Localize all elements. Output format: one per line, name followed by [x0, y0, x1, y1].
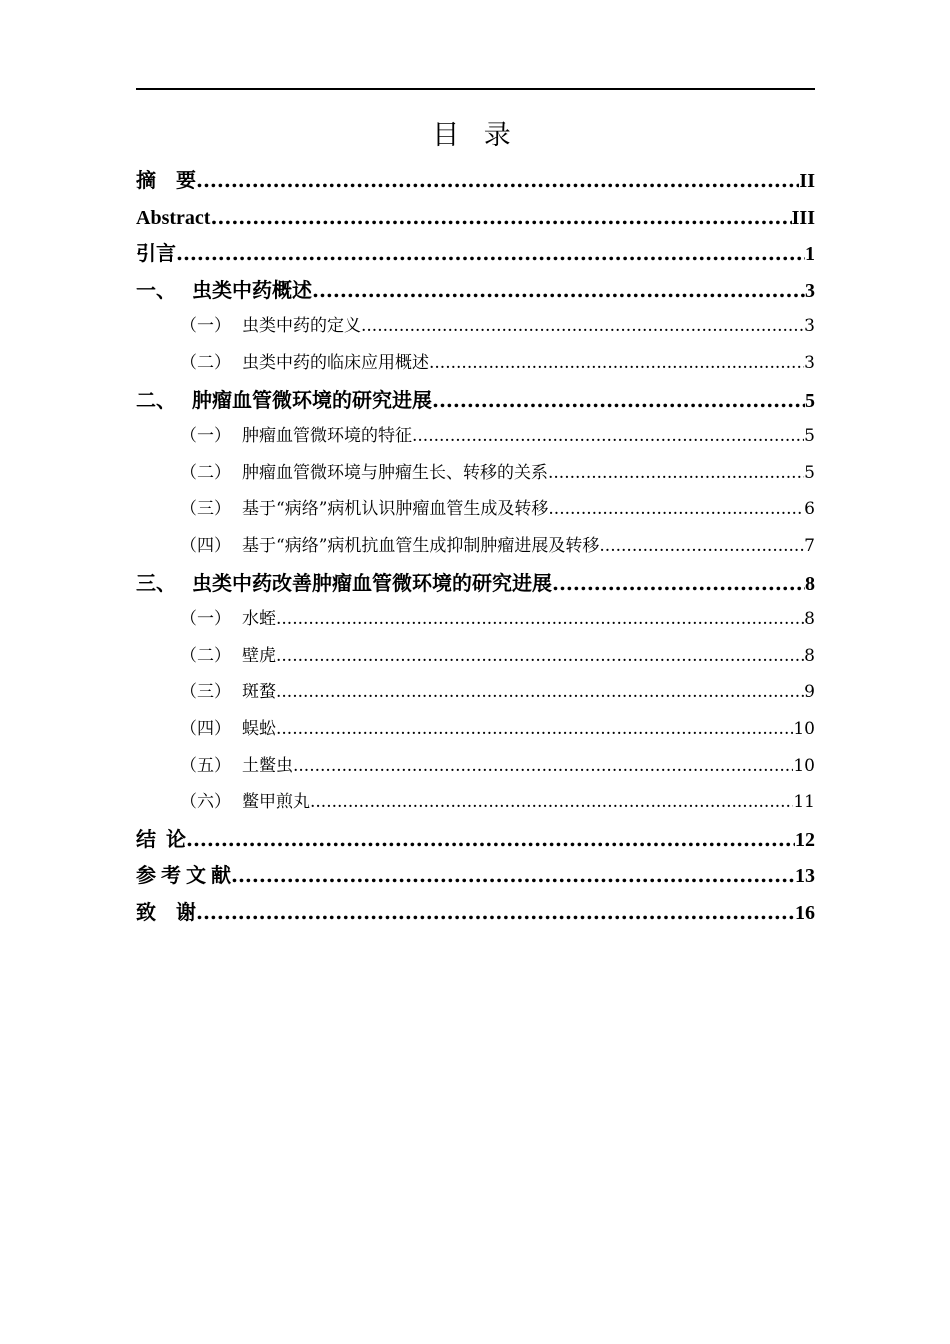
toc-leader-dots — [276, 601, 804, 638]
toc-entry-page: 10 — [793, 755, 815, 776]
toc-leader-dots — [361, 308, 804, 345]
toc-entry-page: 3 — [804, 352, 815, 373]
toc-leader-dots — [599, 528, 804, 565]
toc-entry-page: 5 — [805, 389, 815, 412]
toc-entry-page: 12 — [795, 828, 815, 851]
header-rule — [136, 88, 815, 90]
toc-entry-number: （四） — [180, 535, 231, 556]
toc-entry-page: 3 — [804, 316, 815, 337]
toc-entry[interactable] — [136, 162, 815, 199]
toc-entry[interactable] — [136, 565, 815, 602]
toc-entry-title: Abstract — [136, 206, 211, 229]
toc-leader-dots — [196, 894, 795, 931]
toc-leader-dots — [429, 345, 804, 382]
toc-leader-dots — [293, 748, 793, 785]
toc-entry-number: （四） — [180, 718, 231, 739]
toc-entry-page: 7 — [804, 535, 815, 556]
table-of-contents — [136, 162, 815, 930]
toc-entry[interactable] — [136, 638, 815, 675]
toc-entry-title: 虫类中药的定义 — [242, 316, 361, 337]
toc-entry-title: 水蛭 — [242, 609, 276, 630]
toc-entry-number: （五） — [180, 755, 231, 776]
toc-entry[interactable] — [136, 528, 815, 565]
toc-entry[interactable] — [136, 455, 815, 492]
toc-entry-number: （一） — [180, 426, 231, 447]
toc-entry[interactable] — [136, 235, 815, 272]
toc-entry[interactable] — [136, 491, 815, 528]
toc-entry-number: （三） — [180, 682, 231, 703]
toc-leader-dots — [412, 418, 804, 455]
toc-entry-number: （二） — [180, 352, 231, 373]
toc-entry-title: 肿瘤血管微环境与肿瘤生长、转移的关系 — [242, 462, 548, 483]
toc-entry-title: 壁虎 — [242, 645, 276, 666]
toc-entry[interactable] — [136, 857, 815, 894]
toc-entry-title: 引言 — [136, 243, 176, 266]
toc-entry-page: 5 — [804, 426, 815, 447]
toc-entry[interactable] — [136, 418, 815, 455]
toc-entry[interactable] — [136, 748, 815, 785]
toc-entry-number: （六） — [180, 792, 231, 813]
toc-entry[interactable] — [136, 382, 815, 419]
toc-leader-dots — [312, 272, 805, 309]
toc-entry-title: 基于“病络”病机认识肿瘤血管生成及转移 — [242, 499, 549, 520]
toc-entry[interactable] — [136, 894, 815, 931]
toc-leader-dots — [176, 235, 805, 272]
toc-entry-title: 摘 要 — [136, 170, 196, 192]
toc-entry-number: 三、 — [136, 570, 176, 595]
toc-entry-number: （一） — [180, 316, 231, 337]
toc-entry-page: 5 — [804, 462, 815, 483]
toc-entry-page: III — [791, 206, 815, 229]
toc-entry-page: II — [799, 170, 815, 192]
toc-leader-dots — [548, 455, 804, 492]
toc-leader-dots — [276, 711, 793, 748]
page-title: 目 录 — [432, 120, 519, 151]
toc-entry[interactable] — [136, 601, 815, 638]
toc-entry-number: （三） — [180, 499, 231, 520]
toc-entry-title: 肿瘤血管微环境的特征 — [242, 426, 412, 447]
toc-entry[interactable] — [136, 674, 815, 711]
toc-entry[interactable] — [136, 272, 815, 309]
toc-entry-title: 蜈蚣 — [242, 718, 276, 739]
toc-entry-title: 虫类中药概述 — [192, 279, 312, 302]
toc-leader-dots — [210, 199, 791, 236]
toc-entry-title: 土鳖虫 — [242, 755, 293, 776]
toc-entry-page: 11 — [793, 792, 815, 813]
toc-entry[interactable] — [136, 784, 815, 821]
toc-entry-number: （二） — [180, 645, 231, 666]
toc-entry-title: 斑蝥 — [242, 682, 276, 703]
toc-entry-number: 二、 — [136, 387, 176, 412]
toc-entry-page: 10 — [793, 718, 815, 739]
toc-entry-page: 8 — [804, 609, 815, 630]
toc-entry-number: （一） — [180, 609, 231, 630]
toc-entry-page: 9 — [804, 682, 815, 703]
toc-leader-dots — [432, 382, 805, 419]
toc-leader-dots — [231, 857, 795, 894]
toc-entry-title: 基于“病络”病机抗血管生成抑制肿瘤进展及转移 — [242, 535, 600, 556]
toc-leader-dots — [548, 491, 804, 528]
toc-entry[interactable] — [136, 821, 815, 858]
toc-entry[interactable] — [136, 711, 815, 748]
toc-entry-page: 8 — [805, 572, 815, 595]
toc-entry-title: 虫类中药的临床应用概述 — [242, 352, 429, 373]
toc-leader-dots — [186, 821, 795, 858]
toc-entry-number: （二） — [180, 462, 231, 483]
toc-entry-title: 致 谢 — [136, 901, 196, 924]
toc-entry[interactable] — [136, 345, 815, 382]
toc-entry[interactable] — [136, 308, 815, 345]
toc-entry-page: 13 — [795, 865, 815, 888]
toc-leader-dots — [276, 674, 804, 711]
toc-entry-number: 一、 — [136, 277, 176, 302]
toc-entry-title: 结 论 — [136, 828, 186, 851]
toc-entry-title: 鳖甲煎丸 — [242, 792, 310, 813]
toc-leader-dots — [276, 638, 804, 675]
toc-entry-title: 肿瘤血管微环境的研究进展 — [192, 389, 432, 412]
toc-entry-title: 虫类中药改善肿瘤血管微环境的研究进展 — [192, 572, 552, 595]
toc-entry-page: 6 — [804, 499, 815, 520]
toc-leader-dots — [196, 162, 799, 199]
toc-entry-page: 8 — [804, 645, 815, 666]
toc-entry-title: 参 考 文 献 — [136, 865, 231, 888]
toc-entry-page: 1 — [805, 243, 815, 266]
toc-entry-page: 3 — [805, 279, 815, 302]
toc-entry[interactable] — [136, 199, 815, 236]
toc-leader-dots — [310, 784, 793, 821]
toc-leader-dots — [552, 565, 805, 602]
toc-entry-page: 16 — [795, 901, 815, 924]
